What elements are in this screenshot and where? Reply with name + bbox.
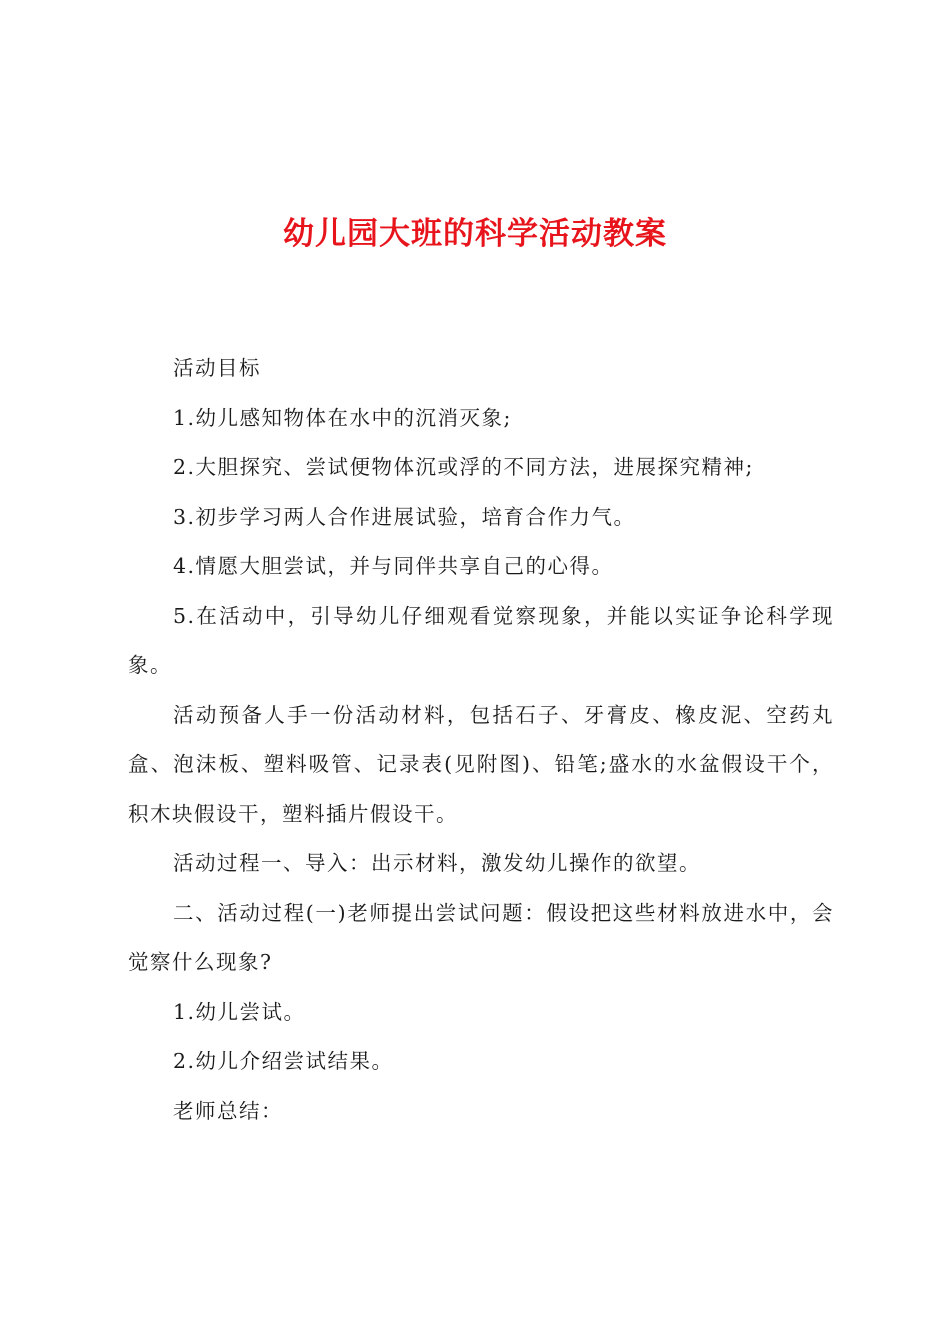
goal-item: 2.大胆探究、尝试便物体沉或浮的不同方法，进展探究精神; [173,455,754,479]
section-heading-goals: 活动目标 [173,356,261,380]
goal-item: 3.初步学习两人合作进展试验，培育合作力气。 [173,504,636,529]
goal-item: 5.在活动中，引导幼儿仔细观看觉察现象，并能以实证争论科学现象。 [128,603,834,677]
process-paragraph: 二、活动过程(一)老师提出尝试问题：假设把这些材料放进水中，会觉察什么现象? [128,900,834,974]
goal-item: 1.幼儿感知物体在水中的沉消灭象; [173,405,512,430]
teacher-summary-heading: 老师总结： [173,1098,283,1123]
process-step: 2.幼儿介绍尝试结果。 [173,1049,394,1073]
materials-paragraph: 活动预备人手一份活动材料，包括石子、牙膏皮、橡皮泥、空药丸盒、泡沫板、塑料吸管、记录表(见附图)、铅笔;盛水的水盆假设干个，积木块假设干，塑料插片假设干。 [128,702,834,826]
goal-item: 4.情愿大胆尝试，并与同伴共享自己的心得。 [173,554,614,578]
process-paragraph: 活动过程一、导入：出示材料，激发幼儿操作的欲望。 [173,851,701,875]
document-body [128,344,834,1136]
process-step: 1.幼儿尝试。 [173,999,306,1024]
document-title: 幼儿园大班的科学活动教案 [283,216,667,252]
